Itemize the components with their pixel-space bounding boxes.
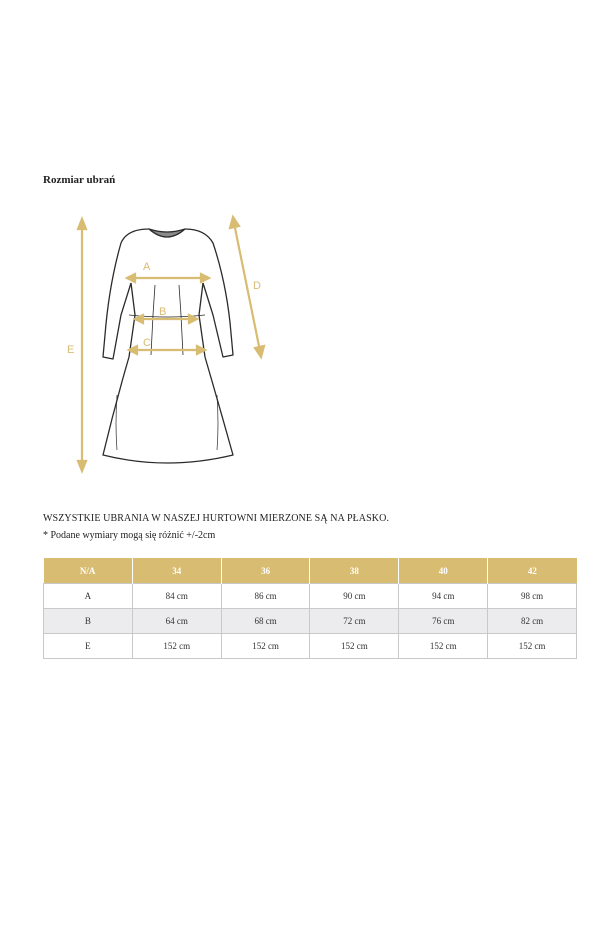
measure-label-b: B (159, 306, 167, 318)
header-cell-size: 40 (399, 558, 488, 584)
measure-arrow-a-left (127, 274, 135, 282)
size-table (43, 558, 577, 659)
table-cell: 84 cm (132, 584, 221, 609)
size-table-header-row (44, 558, 577, 584)
table-row (44, 609, 577, 634)
measure-label-d: D (253, 280, 261, 292)
header-cell-size: 42 (488, 558, 577, 584)
header-cell-size: 36 (221, 558, 310, 584)
measure-label-a: A (143, 261, 151, 273)
neckline-lining (149, 229, 185, 237)
table-cell: 86 cm (221, 584, 310, 609)
tolerance-note: * Podane wymiary mogą się różnić +/-2cm (43, 530, 216, 541)
measure-arrow-d-top (230, 217, 239, 228)
table-row (44, 584, 577, 609)
table-cell: 76 cm (399, 609, 488, 634)
measure-arrow-e-bottom (78, 461, 86, 471)
table-cell: 68 cm (221, 609, 310, 634)
right-sleeve (185, 229, 233, 357)
table-cell: 94 cm (399, 584, 488, 609)
table-cell: 152 cm (310, 634, 399, 659)
table-cell: 72 cm (310, 609, 399, 634)
measure-arrow-e-top (78, 219, 86, 229)
row-label-cell: E (44, 634, 133, 659)
measure-label-e: E (67, 344, 75, 356)
header-cell-size: 34 (132, 558, 221, 584)
skirt (103, 357, 233, 463)
table-cell: 152 cm (132, 634, 221, 659)
table-cell: 82 cm (488, 609, 577, 634)
measure-arrow-b-left (135, 315, 143, 323)
table-cell: 98 cm (488, 584, 577, 609)
page-title: Rozmiar ubrań (43, 174, 116, 186)
row-label-cell: A (44, 584, 133, 609)
table-cell: 152 cm (221, 634, 310, 659)
measurement-note: WSZYSTKIE UBRANIA W NASZEJ HURTOWNI MIERZONE SĄ NA PŁASKO. (43, 513, 390, 524)
measure-arrow-a-right (201, 274, 209, 282)
measure-arrow-d-bottom (255, 346, 264, 357)
row-label-cell: B (44, 609, 133, 634)
table-cell: 64 cm (132, 609, 221, 634)
dress-illustration (103, 229, 233, 463)
table-cell: 152 cm (399, 634, 488, 659)
header-cell-label: N/A (44, 558, 133, 584)
measure-label-c: C (143, 337, 151, 349)
table-row (44, 634, 577, 659)
dress-measurement-diagram (55, 205, 285, 480)
header-cell-size: 38 (310, 558, 399, 584)
table-cell: 90 cm (310, 584, 399, 609)
table-cell: 152 cm (488, 634, 577, 659)
